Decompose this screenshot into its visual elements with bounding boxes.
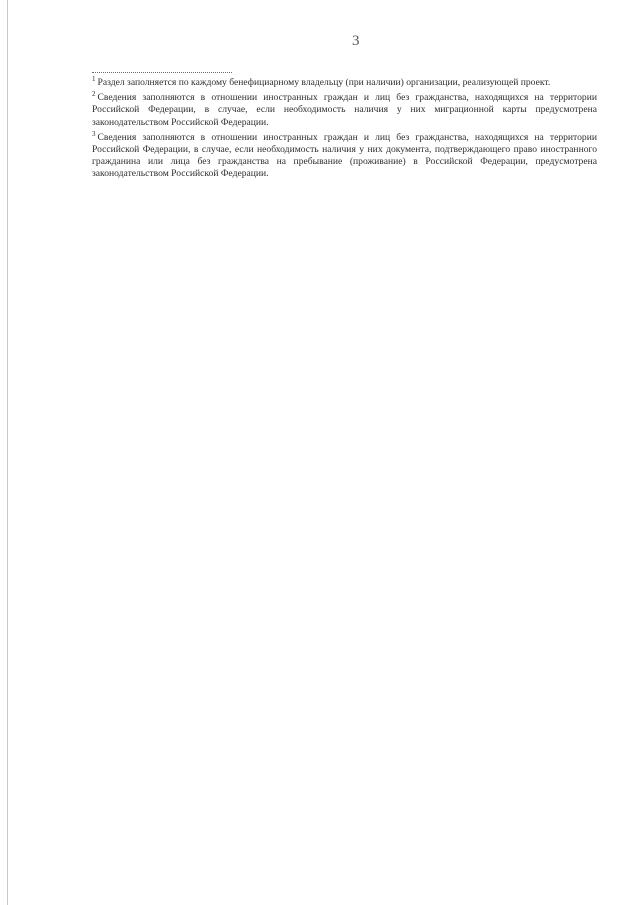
footnote-3-text: Сведения заполняются в отношении иностранных граждан и лиц без гражданства, находящихся на территории Российской Федерации, в случае, если необходимость наличия у них документа, подтверждающего право иностранного гражданина или лица без гражданства на пребывание (проживание) в Российской Федерации, предусмотрена законодательством Российской Федерации.	[92, 131, 597, 180]
page-number: 3	[352, 33, 360, 49]
footnote-separator	[92, 72, 232, 73]
scan-edge-line	[7, 0, 8, 905]
footnote-2-mark: 2	[92, 90, 96, 99]
footnote-1-text: Раздел заполняется по каждому бенефициарному владельцу (при наличии) организации, реализующей проект.	[97, 77, 551, 88]
footnote-1-mark: 1	[92, 74, 96, 83]
footnote-2-text: Сведения заполняются в отношении иностранных граждан и лиц без гражданства, находящихся на территории Российской Федерации, в случае, если необходимость наличия у них миграционной карты предусмотрена законодательством Российской Федерации.	[92, 92, 597, 128]
footnote-1	[92, 74, 597, 89]
footnote-3-mark: 3	[92, 129, 96, 138]
footnotes-block	[92, 74, 597, 184]
footnote-2	[92, 92, 597, 129]
footnote-3	[92, 129, 597, 181]
